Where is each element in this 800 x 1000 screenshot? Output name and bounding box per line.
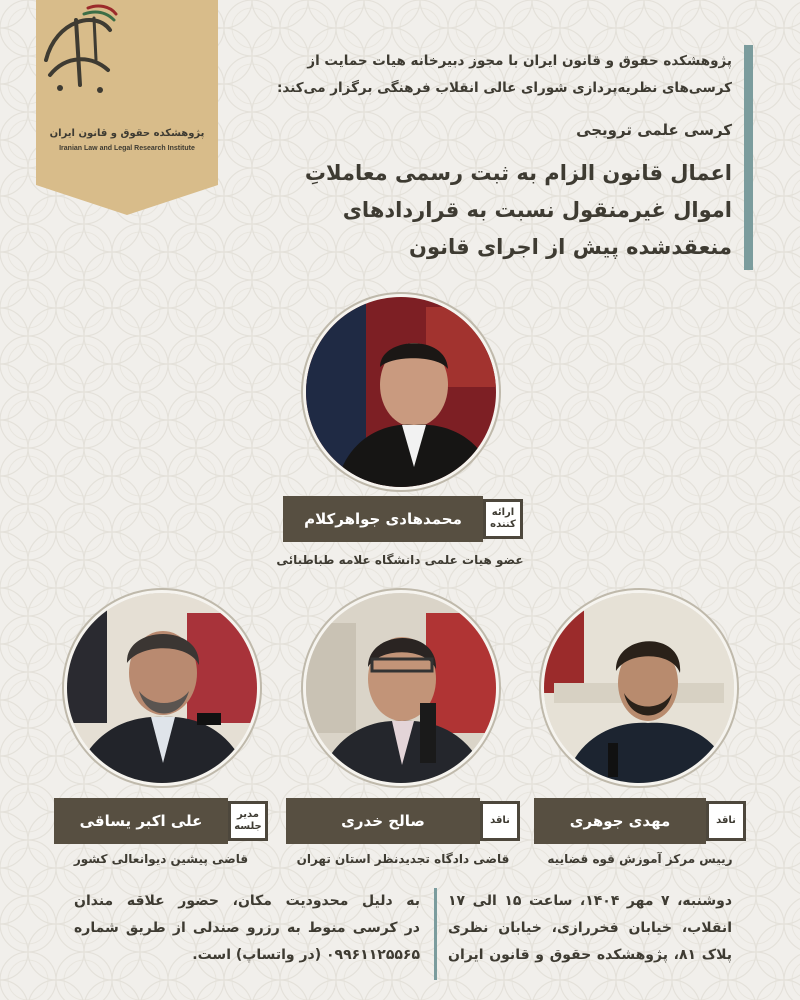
- critic-1-name-plate: [534, 798, 746, 844]
- event-address-line1: انقلاب، خیابان فخررازی، خیابان نظری: [448, 920, 732, 936]
- reservation-line1: به دلیل محدودیت مکان، حضور علاقه مندان: [74, 893, 420, 909]
- critic-1-affiliation: رییس مرکز آموزش قوه قضاییه: [547, 852, 733, 866]
- footer-divider: [434, 888, 437, 980]
- moderator-affiliation: قاضی پیشین دیوانعالی کشور: [73, 852, 249, 866]
- event-subtitle: کرسی علمی ترویجی: [576, 121, 732, 139]
- critic-2-affiliation: قاضی دادگاه تجدیدنظر استان تهران: [296, 852, 510, 866]
- logo-org-name-fa: پژوهشکده حقوق و قانون ایران: [49, 128, 205, 139]
- critic-2-name-plate: [286, 798, 520, 844]
- presenter-role-tag: [483, 499, 523, 539]
- critic-2-role-tag: ناقد: [480, 801, 520, 841]
- intro-text: پژوهشکده حقوق و قانون ایران با مجوز دبیرخانه هیات حمایت از کرسی‌های نظریه‌پردازی شورای عالی انقلاب فرهنگی برگزار می‌کند:: [277, 53, 732, 96]
- logo-org-name-en: Iranian Law and Legal Research Institute: [59, 145, 195, 152]
- critic-2-name: صالح خدری: [286, 798, 480, 844]
- event-address-line2: پلاک ۸۱، پژوهشکده حقوق و قانون ایران: [448, 947, 732, 963]
- institute-logo-badge: [36, 0, 218, 215]
- presenter-tag-line1: ارائه: [491, 507, 515, 518]
- critic-1-role-tag: ناقد: [706, 801, 746, 841]
- moderator-tag-line1: مدیر: [237, 809, 259, 820]
- event-details: [448, 888, 732, 969]
- critic-1-name: مهدی جوهری: [534, 798, 706, 844]
- moderator-name-plate: [54, 798, 268, 844]
- critic-1-photo: [544, 593, 734, 783]
- presenter-photo: [306, 297, 496, 487]
- reservation-note: [74, 888, 420, 969]
- reservation-line2: در کرسی منوط به رزرو صندلی از طریق شماره: [74, 920, 420, 936]
- critic-2-photo: [306, 593, 496, 783]
- event-datetime: دوشنبه، ۷ مهر ۱۴۰۴، ساعت ۱۵ الی ۱۷: [448, 893, 732, 909]
- calligraphy-logo-icon: [36, 0, 120, 100]
- reservation-line3: ۰۹۹۶۱۱۲۵۵۶۵ (در واتساپ) است.: [192, 947, 420, 963]
- presenter-name-plate: [283, 496, 523, 542]
- presenter-tag-line2: کننده: [490, 519, 516, 530]
- presenter-name: محمدهادی جواهرکلام: [283, 496, 483, 542]
- moderator-photo: [67, 593, 257, 783]
- header-accent-bar: [744, 45, 753, 270]
- moderator-name: علی اکبر یساقی: [54, 798, 228, 844]
- moderator-role-tag: [228, 801, 268, 841]
- presenter-affiliation: عضو هیات علمی دانشگاه علامه طباطبائی: [276, 553, 524, 567]
- event-title: اعمال قانون الزام به ثبت رسمی معاملاتِ اموال غیرمنقول نسبت به قراردادهای منعقدشده پیش از اجرای قانون: [304, 161, 732, 259]
- moderator-tag-line2: جلسه: [234, 821, 262, 832]
